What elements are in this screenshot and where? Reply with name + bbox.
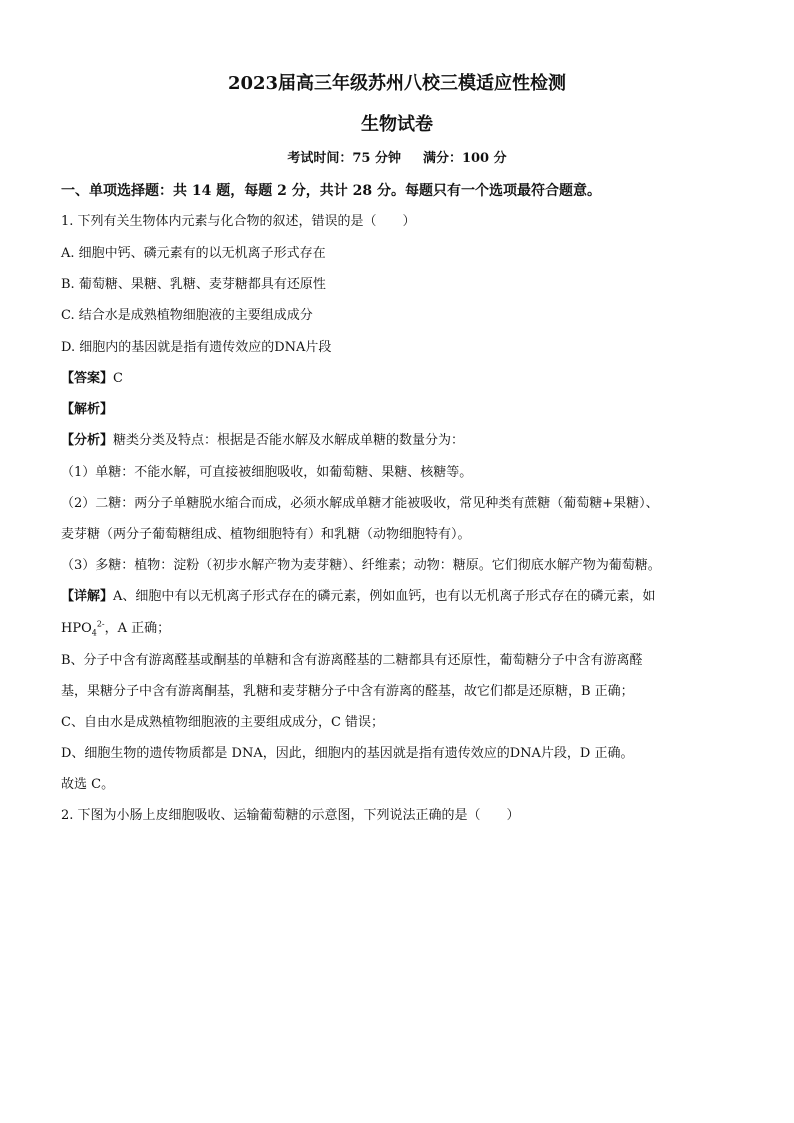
question-1-option-c: C. 结合水是成熟植物细胞液的主要组成成分 [61, 308, 313, 323]
exam-score: 满分：100 分 [422, 151, 507, 166]
exam-title: 2023届高三年级苏州八校三模适应性检测 [227, 73, 567, 94]
question-1-option-b: B. 葡萄糖、果糖、乳糖、麦芽糖都具有还原性 [61, 277, 326, 292]
detail-b-line-1: B、分子中含有游离醛基或酮基的单糖和含有游离醛基的二糖都具有还原性，葡萄糖分子中含有游离醛 [61, 653, 643, 668]
point-3: （3）多糖：植物：淀粉（初步水解产物为麦芽糖）、纤维素；动物：糖原。它们彻底水解产物为葡萄糖。 [61, 558, 661, 573]
fenxi-tag: 【分析】 [61, 433, 114, 448]
answer-line [61, 370, 123, 388]
answer-value: C [113, 371, 123, 386]
detail-a-rest: ，A 正确； [104, 621, 171, 636]
answer-tag: 【答案】 [61, 371, 114, 386]
detail-a-line-1 [61, 588, 655, 606]
conclusion: 故选 C。 [61, 777, 115, 792]
hpo-subscript: 4 [91, 628, 97, 638]
section-heading: 一、单项选择题：共 14 题，每题 2 分，共计 28 分。每题只有一个选项最符合题意。 [61, 183, 601, 199]
subject-title: 生物试卷 [361, 114, 433, 135]
fenxi-line [61, 432, 464, 450]
question-1-option-a: A. 细胞中钙、磷元素有的以无机离子形式存在 [61, 246, 326, 261]
question-1-option-d: D. 细胞内的基因就是指有遗传效应的DNA片段 [61, 340, 332, 355]
detail-d: D、细胞生物的遗传物质都是 DNA，因此，细胞内的基因就是指有遗传效应的DNA片段，D 正确。 [61, 746, 634, 761]
exam-info [0, 150, 794, 168]
point-2-line-1: （2）二糖：两分子单糖脱水缩合而成，必须水解成单糖才能被吸收，常见种类有蔗糖（葡萄糖+果糖）、 [61, 496, 659, 511]
point-1: （1）单糖：不能水解，可直接被细胞吸收，如葡萄糖、果糖、核糖等。 [61, 465, 473, 480]
question-1-stem: 1. 下列有关生物体内元素与化合物的叙述，错误的是（ ） [61, 214, 416, 229]
hpo-superscript: 2- [96, 619, 105, 629]
question-2-stem: 2. 下图为小肠上皮细胞吸收、运输葡萄糖的示意图，下列说法正确的是（ ） [61, 808, 520, 823]
detail-tag: 【详解】 [61, 589, 114, 604]
hpo-formula: HPO [61, 621, 92, 636]
fenxi-text: 糖类分类及特点：根据是否能水解及水解成单糖的数量分为： [113, 433, 465, 448]
detail-a-text: A、细胞中有以无机离子形式存在的磷元素，例如血钙，也有以无机离子形式存在的磷元素，如 [113, 589, 656, 604]
exam-time: 考试时间：75 分钟 [287, 151, 401, 166]
detail-c: C、自由水是成熟植物细胞液的主要组成成分，C 错误； [61, 715, 385, 730]
detail-a-line-2 [61, 620, 170, 638]
point-2-line-2: 麦芽糖（两分子葡萄糖组成、植物细胞特有）和乳糖（动物细胞特有）。 [61, 527, 471, 542]
detail-b-line-2: 基，果糖分子中含有游离酮基，乳糖和麦芽糖分子中含有游离的醛基，故它们都是还原糖，B 正确； [61, 684, 634, 699]
analysis-tag: 【解析】 [61, 402, 114, 417]
